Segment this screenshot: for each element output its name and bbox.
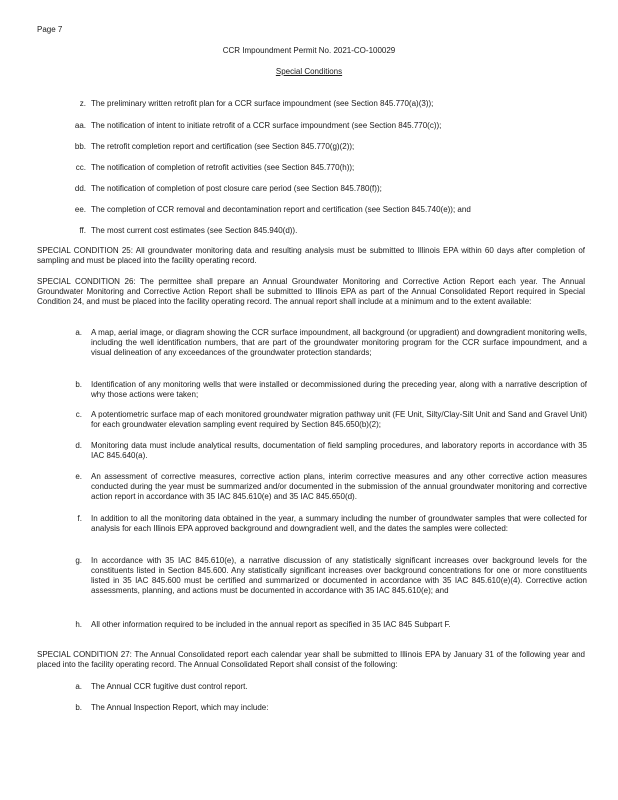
list-text: The notification of intent to initiate retrofit of a CCR surface impoundment (see Section 845.770(c)); <box>91 121 442 130</box>
list-text: Identification of any monitoring wells that were installed or decommissioned during the preceding year, along with a narrative description of why those actions were taken; <box>91 380 587 399</box>
list-label: bb. <box>74 142 86 151</box>
list-text: The notification of completion of post closure care period (see Section 845.780(f)); <box>91 184 382 193</box>
list-label: ee. <box>74 205 86 214</box>
list-label: f. <box>77 514 82 523</box>
list-label: z. <box>79 99 86 108</box>
list-text: The most current cost estimates (see Section 845.940(d)). <box>91 226 298 235</box>
list-label: a. <box>75 328 82 337</box>
list-label: cc. <box>75 163 86 172</box>
list-text: The completion of CCR removal and decontamination report and certification (see Section 845.740(e)); and <box>91 205 471 214</box>
page-number: Page 7 <box>37 25 63 34</box>
list-text: In addition to all the monitoring data obtained in the year, a summary including the number of groundwater samples that were collected for analysis for each Illinois EPA approved background and downgradient well, and the dates the samples were collected: <box>91 514 587 533</box>
list-text: In accordance with 35 IAC 845.610(e), a narrative discussion of any statistically significant increases over background levels for the constituents listed in Section 845.600. Any statistically significant increases over background concentrations for one or more constituents listed in 35 IAC 845.600 must be certified and summarized or documented in accordance with 35 IAC 845.610(e)(4). Corrective action assessments, planning, and actions must be documented in accordance with 35 IAC 845.610(e); and <box>91 556 587 595</box>
list-text: The retrofit completion report and certification (see Section 845.770(g)(2)); <box>91 142 355 151</box>
document-title: CCR Impoundment Permit No. 2021-CO-100029 <box>222 46 396 55</box>
list-label: c. <box>75 410 82 419</box>
list-label: dd. <box>74 184 86 193</box>
special-condition-25: SPECIAL CONDITION 25: All groundwater monitoring data and resulting analysis must be submitted to Illinois EPA within 60 days after completion of sampling and must be placed into the facility operating record. <box>37 246 585 265</box>
list-label: b. <box>75 380 82 389</box>
list-text: The preliminary written retrofit plan for a CCR surface impoundment (see Section 845.770(a)(3)); <box>91 99 434 108</box>
list-text: The Annual Inspection Report, which may include: <box>91 703 269 712</box>
list-label: aa. <box>74 121 86 130</box>
list-text: An assessment of corrective measures, corrective action plans, interim corrective measures and any other corrective action measures conducted during the year must be summarized and/or documented in the submission of the annual groundwater monitoring and corrective action report in accordance with 35 IAC 845.610(e) and 35 IAC 845.650(d). <box>91 472 587 501</box>
list-label: d. <box>75 441 82 450</box>
section-heading: Special Conditions <box>275 67 343 76</box>
list-label: h. <box>75 620 82 629</box>
list-text: All other information required to be included in the annual report as specified in 35 IAC 845 Subpart F. <box>91 620 451 629</box>
list-text: A map, aerial image, or diagram showing the CCR surface impoundment, all background (or upgradient) and downgradient monitoring wells, including the well identification numbers, that are part of the groundwater monitoring program for the CCR surface impoundment, and a visual delineation of any exceedances of the groundwater protection standards; <box>91 328 587 357</box>
special-condition-26: SPECIAL CONDITION 26: The permittee shall prepare an Annual Groundwater Monitoring and Corrective Action Report each year. The Annual Groundwater Monitoring and Corrective Action Report shall be submitted to Illinois EPA as part of the Annual Consolidated Report required in Special Condition 24, and must be placed into the facility operating record. The annual report shall include at a minimum and to the extent available: <box>37 277 585 306</box>
list-text: Monitoring data must include analytical results, documentation of field sampling procedures, and laboratory reports in accordance with 35 IAC 845.640(a). <box>91 441 587 460</box>
list-text: The notification of completion of retrofit activities (see Section 845.770(h)); <box>91 163 355 172</box>
list-label: ff. <box>79 226 86 235</box>
list-label: e. <box>75 472 82 481</box>
list-text: The Annual CCR fugitive dust control report. <box>91 682 248 691</box>
special-condition-27: SPECIAL CONDITION 27: The Annual Consolidated report each calendar year shall be submitted to Illinois EPA by January 31 of the following year and placed into the facility operating record. The Annual Consolidated Report shall consist of the following: <box>37 650 585 669</box>
list-text: A potentiometric surface map of each monitored groundwater migration pathway unit (FE Unit, Silty/Clay-Silt Unit and Sand and Gravel Unit) for each groundwater elevation sampling event required by Section 845.650(b)(2); <box>91 410 587 429</box>
list-label: a. <box>75 682 82 691</box>
list-label: g. <box>75 556 82 565</box>
list-label: b. <box>75 703 82 712</box>
